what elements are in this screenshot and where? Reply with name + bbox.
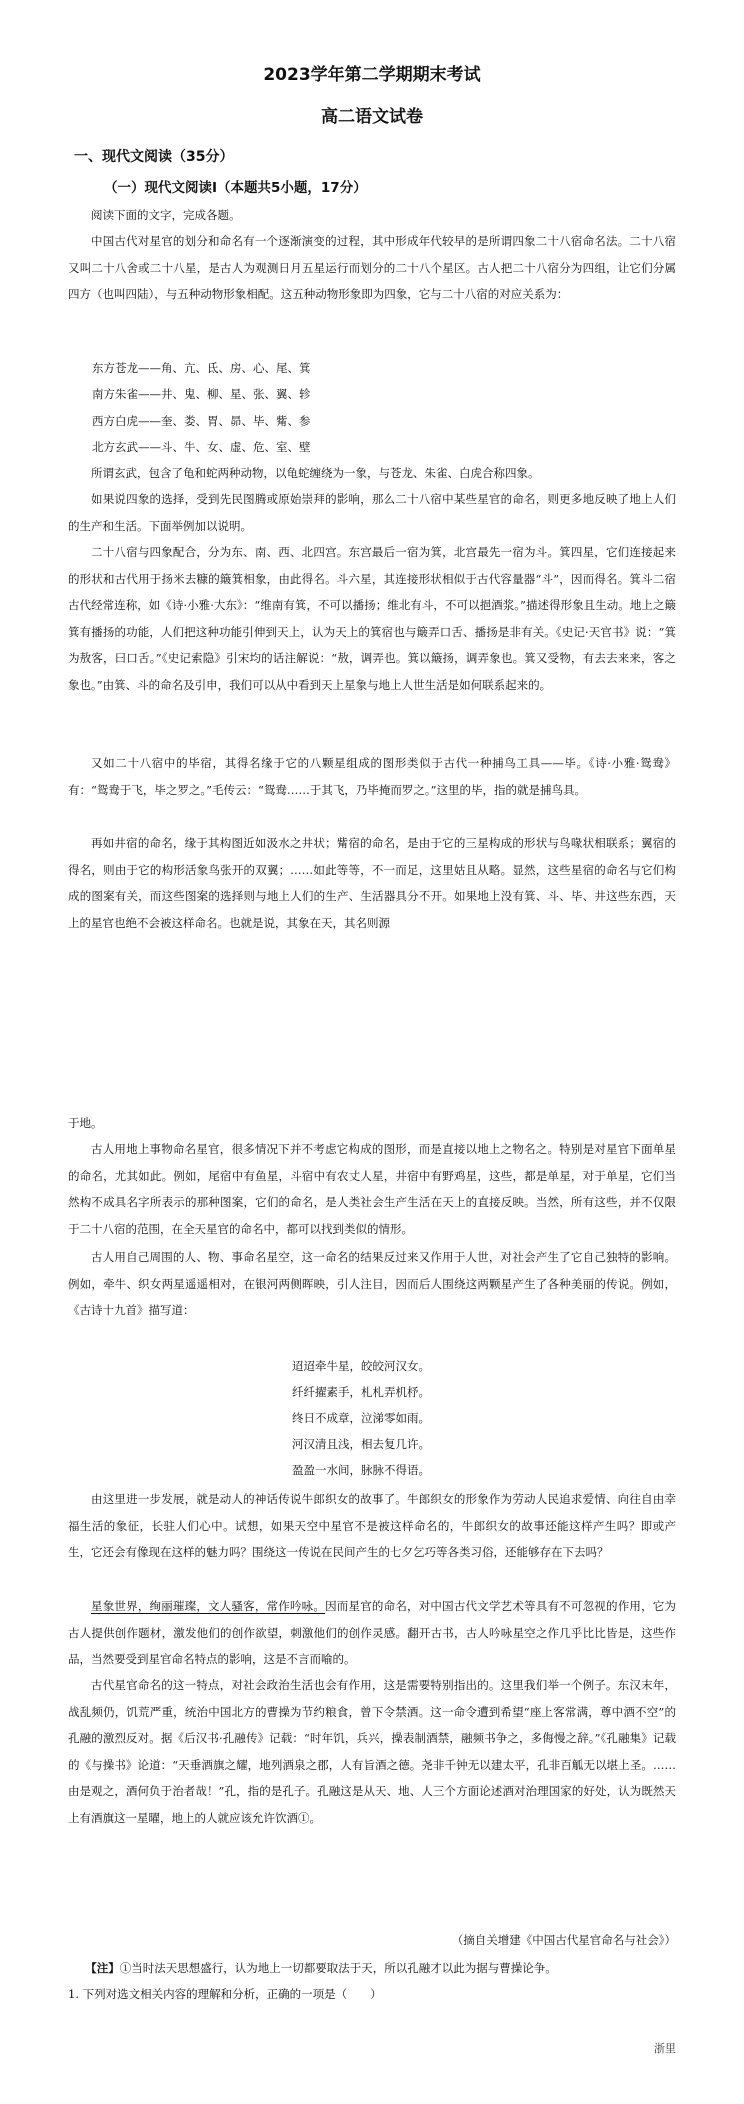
paragraph-6-continued: 于地。 <box>68 1116 103 1130</box>
paragraph-9: 由这里进一步发展，就是动人的神话传说牛郎织女的故事了。牛郎织女的形象作为劳动人民追求爱情、向往自由幸福生活的象征，长驻人们心中。试想，如果天空中星官不是被这样命名的，牛郎织女的故事还能这样产生吗？即或产生，它还会有像现在这样的魅力吗？围绕这一传说在民间产生的七夕乞巧等各类习俗，还能够存在下去吗？ <box>68 1492 676 1559</box>
paragraph-2: 所谓玄武，包含了龟和蛇两种动物，以龟蛇缠绕为一象，与苍龙、朱雀、白虎合称四象。 <box>91 466 540 480</box>
page-footer: 浙里 <box>654 2042 676 2055</box>
section-heading: 一、现代文阅读（35分） <box>74 149 234 165</box>
poem-line: 终日不成章，泣涕零如雨。 <box>292 1411 430 1425</box>
instruction: 阅读下面的文字，完成各题。 <box>91 208 241 222</box>
paragraph-10: 星象世界，绚丽璀璨，文人骚客，常作吟咏。因而星官的命名，对中国古代文学艺术等具有不可忽视的作用，它为古人提供创作题材，激发他们的创作欲望，刺激他们的创作灵感。翻开古书，古人吟咏星空之作几乎比比皆是，这些作品，当然要受到星官命名特点的影响，这是不言而喻的。 <box>68 1599 677 1666</box>
poem-line: 河汉清且浅，相去复几许。 <box>292 1437 430 1451</box>
underlined-sentence: 星象世界，绚丽璀璨，文人骚客，常作吟咏。 <box>91 1599 326 1613</box>
paragraph-4: 二十八宿与四象配合，分为东、南、西、北四宫。东宫最后一宿为箕，北宫最先一宿为斗。箕四星，它们连接起来的形状和古代用于扬米去糠的簸箕相象，由此得名。斗六星，其连接形状相似于古代容量器“斗”，因而得名。箕斗二宿古代经常连称，如《诗·小雅·大东》：“维南有箕，不可以播扬；维北有斗，不可以挹酒浆。”描述得形象且生动。地上之簸箕有播扬的功能，人们把这种功能引伸到天上，认为天上的箕宿也与簸弄口舌、播扬是非有关。《史记·天官书》说：“箕为敖客，曰口舌。”《史记索隐》引宋均的话注解说：“敖，调弄也。箕以簸扬，调弄象也。箕又受物，有去去来来，客之象也。”由箕、斗的命名及引申，我们可以从中看到天上星象与地上人世生活是如何联系起来的。 <box>68 545 676 692</box>
poem-line: 迢迢牵牛星，皎皎河汉女。 <box>292 1359 430 1373</box>
exam-subtitle: 高二语文试卷 <box>321 107 423 127</box>
list-item: 北方玄武——斗、牛、女、虚、危、室、壁 <box>92 440 311 454</box>
paragraph-6: 再如井宿的命名，缘于其构图近如汲水之井状；觜宿的命名，是由于它的三星构成的形状与鸟喙状相联系；翼宿的得名，则由于它的构形活象鸟张开的双翼；……如此等等，不一而足，这里姑且从略。显然，这些星宿的命名与它们构成的图案有关，而这些图案的选择则与地上人们的生产、生活器具分不开。如果地上没有箕、斗、毕、井这些东西，天上的星官也绝不会被这样命名。也就是说，其象在天，其名则源 <box>68 836 676 930</box>
source-citation: （摘自关增建《中国古代星官命名与社会》） <box>451 1933 676 1947</box>
list-item: 南方朱雀——井、鬼、柳、星、张、翼、轸 <box>92 387 311 401</box>
subsection-heading: （一）现代文阅读Ⅰ（本题共5小题，17分） <box>104 180 367 196</box>
paragraph-3: 如果说四象的选择，受到先民图腾或原始崇拜的影响，那么二十八宿中某些星官的命名，则更多地反映了地上人们的生产和生活。下面举例加以说明。 <box>68 492 676 533</box>
footnote: 【注】①当时法天思想盛行，认为地上一切都要取法于天，所以孔融才以此为据与曹操论争。 <box>85 1961 557 1975</box>
poem-line: 纤纤擢素手，札札弄机杼。 <box>292 1385 430 1399</box>
question-1: 1. 下列对选文相关内容的理解和分析，正确的一项是（ ） <box>68 1987 382 2001</box>
list-item: 西方白虎——奎、娄、胃、昴、毕、觜、参 <box>92 414 311 428</box>
paragraph-11: 古代星官命名的这一特点，对社会政治生活也会有作用，这是需要特别指出的。这里我们举一个例子。东汉末年，战乱频仍，饥荒严重，统治中国北方的曹操为节约粮食，曾下令禁酒。这一命令遭到希望“座上客常满，尊中酒不空”的孔融的激烈反对。据《后汉书·孔融传》记载：“时年饥，兵兴，操表制酒禁，融频书争之，多侮慢之辞。”《孔融集》记载的《与操书》论道：“天垂酒旗之耀，地列酒泉之郡，人有旨酒之德。尧非千钟无以建太平，孔非百觚无以堪上圣。……由是观之，酒何负于治者哉！”孔，指的是孔子。孔融这是从天、地、人三个方面论述酒对治理国家的好处，认为既然天上有酒旗这一星曜，地上的人就应该允许饮酒①。 <box>68 1678 676 1825</box>
paragraph-5: 又如二十八宿中的毕宿，其得名缘于它的八颗星组成的图形类似于古代一种捕鸟工具——毕。《诗·小雅·鸳鸯》有：“鸳鸯于飞，毕之罗之。”毛传云：“鸳鸯……于其飞，乃毕掩而罗之。”这里的毕，指的就是捕鸟具。 <box>68 756 676 797</box>
paragraph-8: 古人用自己周围的人、物、事命名星空，这一命名的结果反过来又作用于人世，对社会产生了它自己独特的影响。例如，牵牛、织女两星遥遥相对，在银河两侧晖映，引人注目，因而后人围绕这两颗星产生了各种美丽的传说。例如，《古诗十九首》描写道： <box>68 1250 676 1317</box>
paragraph-7: 古人用地上事物命名星官，很多情况下并不考虑它构成的图形，而是直接以地上之物名之。特别是对星官下面单星的命名，尤其如此。例如，尾宿中有鱼星，斗宿中有农丈人星，井宿中有野鸡星，这些，都是单星，对于单星，它们当然构不成具名字所表示的那种图案，它们的命名，是人类社会生产生活在天上的直接反映。当然，所有这些，并不仅限于二十八宿的范围，在全天星官的命名中，都可以找到类似的情形。 <box>68 1142 676 1236</box>
list-item: 东方苍龙——角、亢、氐、房、心、尾、箕 <box>92 361 311 375</box>
poem-line: 盈盈一水间，脉脉不得语。 <box>292 1463 430 1477</box>
paragraph-1: 中国古代对星官的划分和命名有一个逐渐演变的过程，其中形成年代较早的是所谓四象二十八宿命名法。二十八宿又叫二十八舍或二十八星，是古人为观测日月五星运行而划分的二十八个星区。古人把二十八宿分为四组，让它们分属四方（也叫四陆），与五种动物形象相配。这五种动物形象即为四象，它与二十八宿的对应关系为： <box>68 234 676 301</box>
exam-title: 2023学年第二学期期末考试 <box>263 65 481 85</box>
